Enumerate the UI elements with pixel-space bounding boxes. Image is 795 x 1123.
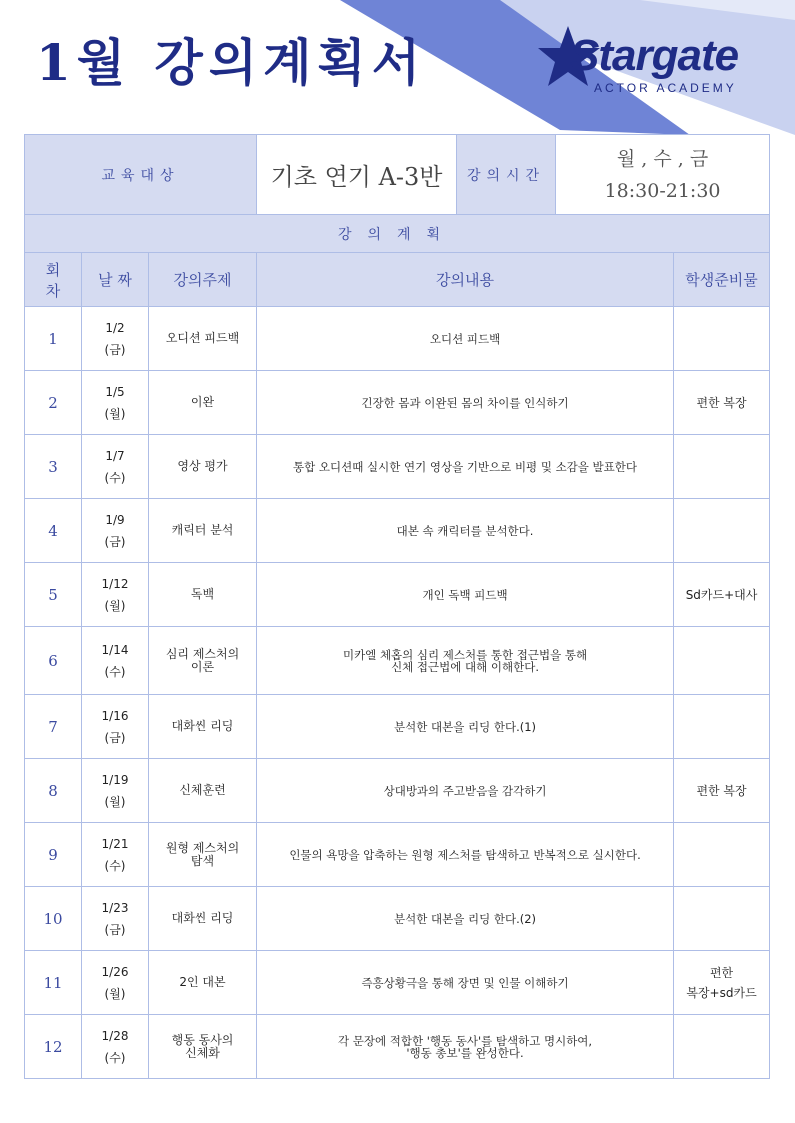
date-text: 1/21 (101, 836, 129, 851)
session-topic (149, 499, 257, 563)
prep-line: 편한 복장 (696, 783, 747, 798)
session-date (82, 823, 149, 887)
session-content (257, 1015, 674, 1079)
session-date (82, 307, 149, 371)
date-text: 1/14 (101, 642, 129, 657)
time-label: 강의시간 (457, 135, 556, 215)
topic-line: 대화씬 리딩 (171, 911, 234, 925)
session-content (257, 627, 674, 695)
session-date (82, 627, 149, 695)
session-topic (149, 563, 257, 627)
brand-subtitle: ACTOR ACADEMY (594, 81, 737, 95)
content-line: 분석한 대본을 리딩 한다.(2) (394, 911, 537, 926)
weekday-text: (수) (104, 858, 126, 873)
weekday-text: (금) (104, 730, 126, 745)
session-prep (674, 695, 770, 759)
content-line: 대본 속 캐릭터를 분석한다. (396, 523, 534, 538)
session-topic (149, 627, 257, 695)
session-number: 3 (25, 435, 82, 499)
content-line: 오디션 피드백 (429, 331, 501, 346)
session-number: 12 (25, 1015, 82, 1079)
session-topic (149, 1015, 257, 1079)
table-row (25, 499, 770, 563)
session-topic (149, 951, 257, 1015)
topic-line: 대화씬 리딩 (171, 719, 234, 733)
date-text: 1/28 (101, 1028, 129, 1043)
date-text: 1/19 (101, 772, 129, 787)
weekday-text: (월) (104, 986, 126, 1001)
session-number: 2 (25, 371, 82, 435)
topic-line: 오디션 피드백 (165, 331, 240, 345)
table-row (25, 435, 770, 499)
session-prep (674, 435, 770, 499)
session-prep (674, 307, 770, 371)
col-prep: 학생준비물 (674, 253, 770, 307)
section-title: 강의계획 (25, 215, 770, 253)
topic-line: 이완 (190, 395, 215, 409)
session-number: 4 (25, 499, 82, 563)
content-line: 상대방과의 주고받음을 감각하기 (383, 783, 547, 798)
session-topic (149, 307, 257, 371)
topic-line: 행동 동사의 (171, 1032, 234, 1047)
session-topic (149, 887, 257, 951)
session-date (82, 499, 149, 563)
date-text: 1/23 (101, 900, 129, 915)
content-line: 분석한 대본을 리딩 한다.(1) (394, 719, 537, 734)
weekday-text: (월) (104, 794, 126, 809)
session-topic (149, 371, 257, 435)
session-content (257, 307, 674, 371)
session-date (82, 435, 149, 499)
topic-line: 캐릭터 분석 (171, 523, 234, 537)
table-row (25, 1015, 770, 1079)
content-line: 긴장한 몸과 이완된 몸의 차이를 인식하기 (361, 395, 569, 410)
topic-line: 심리 제스처의 (165, 646, 240, 661)
weekday-text: (월) (104, 406, 126, 421)
date-text: 1/16 (101, 708, 129, 723)
session-prep (674, 887, 770, 951)
weekday-text: (수) (104, 1050, 126, 1065)
weekday-text: (금) (104, 342, 126, 357)
content-line: 신체 접근법에 대해 이해한다. (391, 659, 539, 674)
col-topic: 강의주제 (149, 253, 257, 307)
column-header-row (25, 253, 770, 307)
table-row (25, 563, 770, 627)
class-name: 기초 연기 A-3반 (257, 135, 457, 215)
content-line: '행동 총보'를 완성한다. (406, 1045, 524, 1060)
date-text: 1/26 (101, 964, 129, 979)
table-row (25, 759, 770, 823)
topic-line: 신체훈련 (179, 783, 226, 797)
date-text: 1/7 (105, 448, 125, 463)
col-no-line: 회 (45, 260, 61, 279)
session-topic (149, 695, 257, 759)
session-number: 11 (25, 951, 82, 1015)
session-number: 10 (25, 887, 82, 951)
table-row (25, 823, 770, 887)
session-number: 6 (25, 627, 82, 695)
weekday-text: (월) (104, 598, 126, 613)
session-date (82, 887, 149, 951)
session-date (82, 371, 149, 435)
session-date (82, 759, 149, 823)
table-row (25, 695, 770, 759)
topic-line: 독백 (190, 587, 215, 601)
session-prep (674, 371, 770, 435)
session-number: 7 (25, 695, 82, 759)
brand-name: Stargate (570, 31, 739, 80)
class-time (556, 135, 770, 215)
table-row (25, 307, 770, 371)
session-prep (674, 499, 770, 563)
topic-line: 이론 (190, 659, 215, 674)
session-content (257, 887, 674, 951)
col-no-line: 차 (45, 281, 61, 300)
date-text: 1/12 (101, 576, 129, 591)
table-row (25, 627, 770, 695)
session-content (257, 371, 674, 435)
class-days: 월 , 수 , 금 (616, 147, 709, 170)
content-line: 통합 오디션때 실시한 연기 영상을 기반으로 비평 및 소감을 발표한다 (293, 459, 637, 474)
prep-line: 복장+sd카드 (686, 985, 757, 1000)
session-number: 5 (25, 563, 82, 627)
session-date (82, 563, 149, 627)
table-row (25, 887, 770, 951)
table-row (25, 951, 770, 1015)
session-date (82, 695, 149, 759)
session-date (82, 1015, 149, 1079)
topic-line: 신체화 (185, 1045, 220, 1060)
session-number: 1 (25, 307, 82, 371)
session-prep (674, 951, 770, 1015)
content-line: 각 문장에 적합한 '행동 동사'를 탐색하고 명시하여, (337, 1033, 593, 1048)
session-prep (674, 563, 770, 627)
lecture-plan-table (24, 134, 770, 1079)
session-content (257, 435, 674, 499)
prep-line: 편한 (709, 965, 734, 980)
date-text: 1/5 (105, 384, 125, 399)
session-topic (149, 435, 257, 499)
topic-line: 탐색 (190, 853, 215, 868)
prep-line: Sd카드+대사 (685, 587, 758, 602)
topic-line: 원형 제스처의 (165, 840, 240, 855)
content-line: 미카엘 체홉의 심리 제스처를 통한 접근법을 통해 (342, 647, 588, 662)
brand-logo (538, 22, 768, 102)
session-prep (674, 1015, 770, 1079)
session-topic (149, 759, 257, 823)
weekday-text: (금) (104, 534, 126, 549)
target-label: 교육대상 (25, 135, 257, 215)
weekday-text: (금) (104, 922, 126, 937)
section-row (25, 215, 770, 253)
session-prep (674, 823, 770, 887)
date-text: 1/9 (105, 512, 125, 527)
weekday-text: (수) (104, 664, 126, 679)
col-content: 강의내용 (257, 253, 674, 307)
session-content (257, 823, 674, 887)
col-date: 날 짜 (82, 253, 149, 307)
class-hours: 18:30-21:30 (604, 179, 721, 202)
session-content (257, 563, 674, 627)
session-content (257, 695, 674, 759)
session-prep (674, 759, 770, 823)
session-number: 8 (25, 759, 82, 823)
session-content (257, 951, 674, 1015)
weekday-text: (수) (104, 470, 126, 485)
content-line: 개인 독백 피드백 (422, 587, 508, 602)
session-topic (149, 823, 257, 887)
session-prep (674, 627, 770, 695)
content-line: 인물의 욕망을 압축하는 원형 제스처를 탐색하고 반복적으로 실시한다. (289, 847, 641, 862)
col-no (25, 253, 82, 307)
session-number: 9 (25, 823, 82, 887)
prep-line: 편한 복장 (696, 395, 747, 410)
session-content (257, 759, 674, 823)
topic-line: 영상 평가 (177, 459, 228, 473)
session-date (82, 951, 149, 1015)
session-content (257, 499, 674, 563)
topic-line: 2인 대본 (179, 975, 226, 989)
info-row (25, 135, 770, 215)
date-text: 1/2 (105, 320, 125, 335)
page-title: 1월 강의계획서 (36, 33, 426, 92)
content-line: 즉흥상황극을 통해 장면 및 인물 이해하기 (361, 975, 569, 990)
table-row (25, 371, 770, 435)
